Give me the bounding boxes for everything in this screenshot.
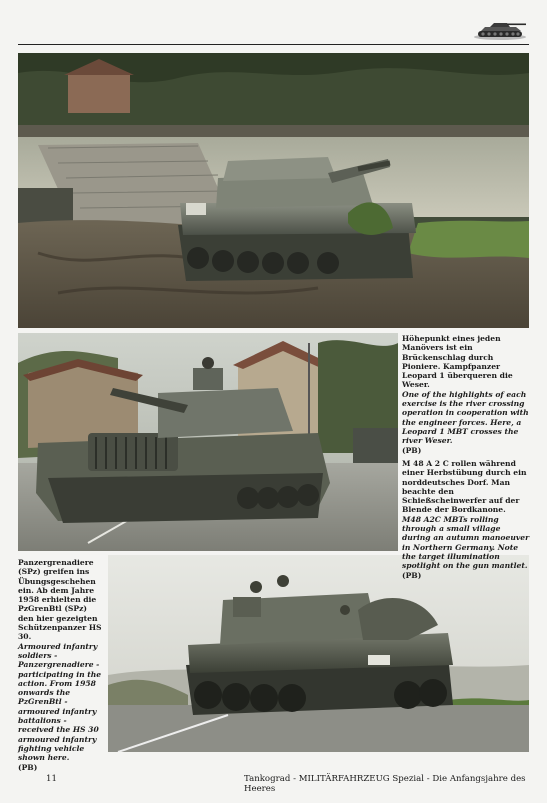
photo-leopard-river-crossing [18, 53, 529, 328]
photo-m48-village [18, 333, 398, 551]
photo-credit: (PB) [18, 762, 38, 772]
caption-german: Panzergrenadiere (SPz) greifen ins Übungsgeschehen ein. Ab dem Jahre 1958 erhielten die PzGrenBtl (SPz) den hier gezeigten Schützenpanzer HS 30. [18, 558, 102, 642]
header-rule [18, 44, 529, 45]
caption-german: M 48 A 2 C rollen während einer Herbstübung durch ein norddeutsches Dorf. Man beachte den Schießscheinwerfer auf der Blende der Bordkanone. [402, 459, 527, 515]
page-number: 11 [46, 774, 57, 784]
caption-english: M48 A2C MBTs rolling through a small village during an autumn manoeuver in Northern Germany. Note the target illumination spotlight on the gun mantlet. [402, 514, 530, 571]
caption-m48-village [402, 459, 530, 580]
caption-river-crossing [402, 334, 530, 455]
photo-credit: (PB) [402, 445, 422, 455]
tank-logo-icon [472, 18, 528, 42]
photo-hs30-infantry-vehicle [108, 555, 529, 752]
footer-title: Tankograd - MILITÄRFAHRZEUG Spezial - Die Anfangsjahre des Heeres [244, 774, 526, 794]
caption-panzergrenadiere [18, 558, 104, 772]
caption-english: Armoured infantry soldiers - Panzergrenadiere - participating in the action. From 1958 onwards the PzGrenBtl - armoured infantry battalions - received the HS 30 armoured infantry fighting vehicle shown here. [18, 641, 102, 763]
caption-german: Höhepunkt eines jeden Manövers ist ein Brückenschlag durch Pioniere. Kampfpanzer Leopard 1 überqueren die Weser. [402, 334, 513, 390]
caption-english: One of the highlights of each exercise is the river crossing operation in cooperation with the engineer forces. Here, a Leopard 1 MBT crosses the river Weser. [402, 389, 529, 446]
photo-credit: (PB) [402, 570, 422, 580]
